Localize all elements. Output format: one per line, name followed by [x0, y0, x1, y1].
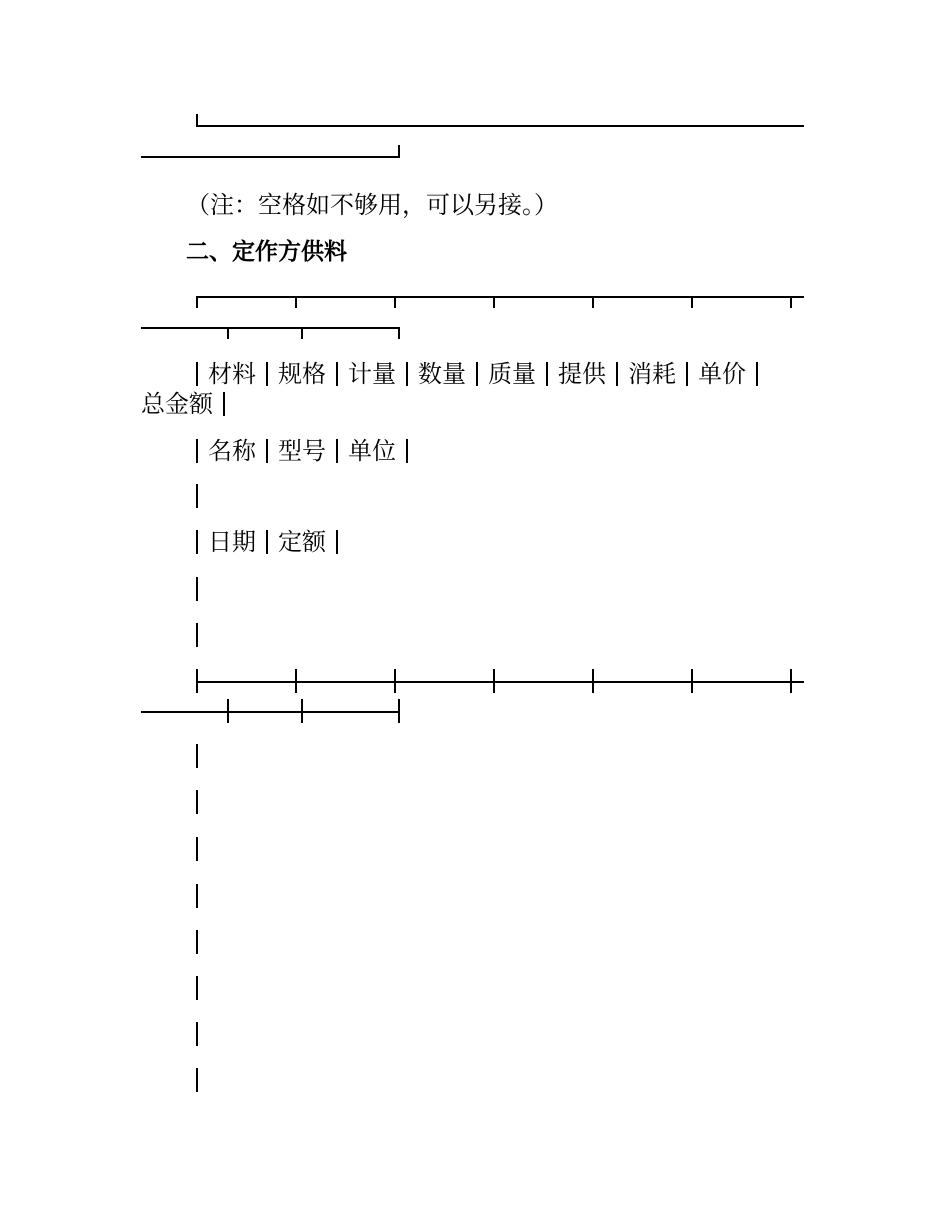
- table-left-border: [196, 930, 198, 954]
- header-cell-measure: 计量: [348, 360, 396, 388]
- header-cell-date: 日期: [208, 528, 256, 556]
- header-cell-quantity: 数量: [418, 360, 466, 388]
- table-left-border: [196, 577, 198, 601]
- table-left-border: [196, 884, 198, 908]
- header-cell-model: 型号: [278, 437, 326, 465]
- header-cell-total-amount: 总金额: [141, 390, 213, 418]
- table-left-border: [196, 1022, 198, 1046]
- table-left-border: [196, 623, 198, 647]
- header-cell-quality: 质量: [488, 360, 536, 388]
- header-cell-consumption: 消耗: [628, 360, 676, 388]
- table-header-row-1-wrap: [141, 389, 225, 419]
- table-left-border: [196, 790, 198, 814]
- header-cell-provide: 提供: [558, 360, 606, 388]
- header-cell-spec: 规格: [278, 360, 326, 388]
- header-cell-unit: 单位: [348, 437, 396, 465]
- header-cell-material: 材料: [208, 360, 256, 388]
- header-cell-quota: 定额: [278, 528, 326, 556]
- table-header-row-1: [196, 359, 768, 389]
- table-left-border: [196, 1068, 198, 1092]
- table-left-border: [196, 976, 198, 1000]
- table-left-border: [196, 744, 198, 768]
- table-left-border: [196, 837, 198, 861]
- table-note: （注：空格如不够用，可以另接。）: [186, 191, 558, 219]
- header-cell-name: 名称: [208, 437, 256, 465]
- table-header-row-3: [196, 527, 348, 557]
- section-heading: 二、定作方供料: [186, 238, 347, 265]
- header-cell-unit-price: 单价: [698, 360, 746, 388]
- table-header-row-2: [196, 436, 418, 466]
- table-left-border: [196, 484, 198, 508]
